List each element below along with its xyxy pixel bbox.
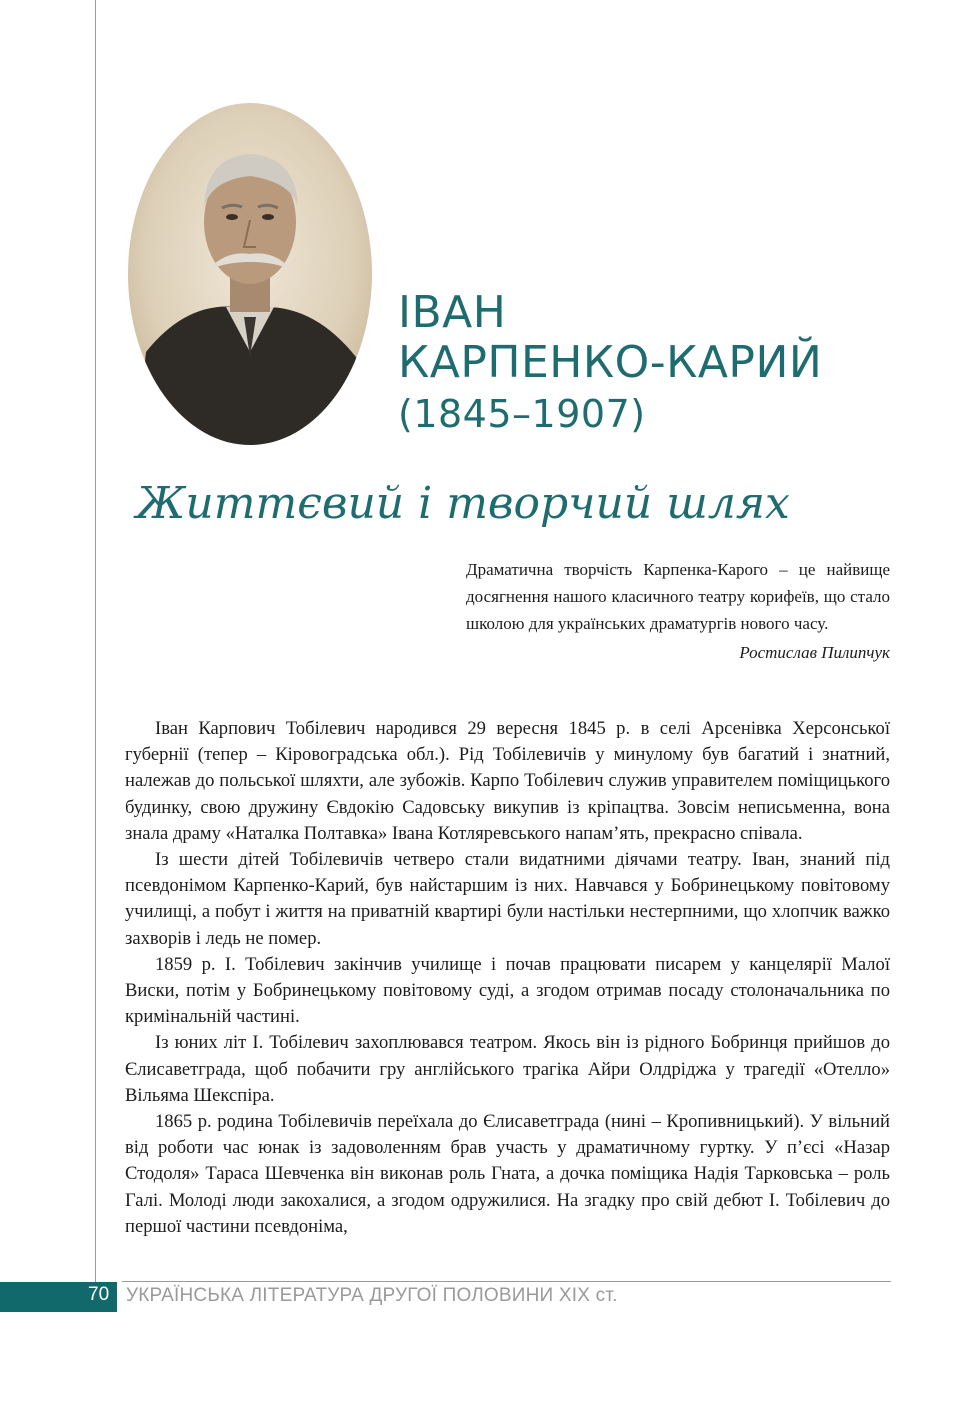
footer-rule <box>122 1281 891 1282</box>
author-years: (1845–1907) <box>398 392 646 436</box>
epigraph <box>466 556 890 666</box>
author-first-name: ІВАН <box>398 287 507 338</box>
page-number: 70 <box>88 1284 110 1305</box>
paragraph: Іван Карпович Тобілевич народився 29 вересня 1845 р. в селі Арсенівка Херсонської губернії (тепер – Кіровоградська обл.). Рід Тобілевичів у минулому був багатий і знатний, належав до польської шляхти, але зубожів. Карпо Тобілевич служив управителем поміщицького будинку, свою дружину Євдокію Садовську викупив із кріпацтва. Зовсім неписьменна, вона знала драму «Наталка Полтавка» Івана Котляревського напам’ять, прекрасно співала. <box>125 718 890 844</box>
author-surname: КАРПЕНКО-КАРИЙ <box>398 337 823 388</box>
epigraph-text: Драматична творчість Карпенка-Карого – це найвище досягнення нашого класичного театру корифеїв, що стало школою для українських драматургів нового часу. <box>466 560 890 633</box>
body-text <box>125 716 890 1240</box>
author-title <box>398 288 822 436</box>
section-title: Життєвий і творчий шлях <box>136 478 790 529</box>
margin-rule <box>95 0 96 1282</box>
portrait-photo <box>126 102 374 447</box>
running-head: УКРАЇНСЬКА ЛІТЕРАТУРА ДРУГОЇ ПОЛОВИНИ XIX ст. <box>126 1285 618 1306</box>
paragraph: 1859 р. І. Тобілевич закінчив училище і почав працювати писарем у канцелярії Малої Виски, потім у Бобринецькому повітовому суді, а згодом отримав посаду столоначальника по кримінальній частині. <box>125 953 890 1028</box>
paragraph: 1865 р. родина Тобілевичів переїхала до Єлисаветграда (нині – Кропивницький). У вільний від роботи час юнак із задоволенням брав участь у драматичному гуртку. У п’єсі «Назар Стодоля» Тараса Шевченка він виконав роль Гната, а дочка поміщика Надія Тарковська – роль Галі. Молоді люди закохалися, а згодом одружилися. На згадку про свій дебют І. Тобілевич до першої частини псевдоніма, <box>125 1111 890 1237</box>
portrait-icon <box>126 102 374 447</box>
paragraph: Із юних літ І. Тобілевич захоплювався театром. Якось він із рідного Бобринця прийшов до Єлисаветграда, щоб побачити гру англійського трагіка Айри Олдріджа у трагедії «Отелло» Вільяма Шекспіра. <box>125 1032 890 1106</box>
paragraph: Із шести дітей Тобілевичів четверо стали видатними діячами театру. Іван, знаний під псевдонімом Карпенко-Карий, був найстаршим із них. Навчався у Бобринецькому повітовому училищі, а побут і життя на приватній квартирі були настільки нестерпними, що хлопчик важко захворів і ледь не помер. <box>125 849 890 949</box>
epigraph-author: Ростислав Пилипчук <box>739 643 890 662</box>
